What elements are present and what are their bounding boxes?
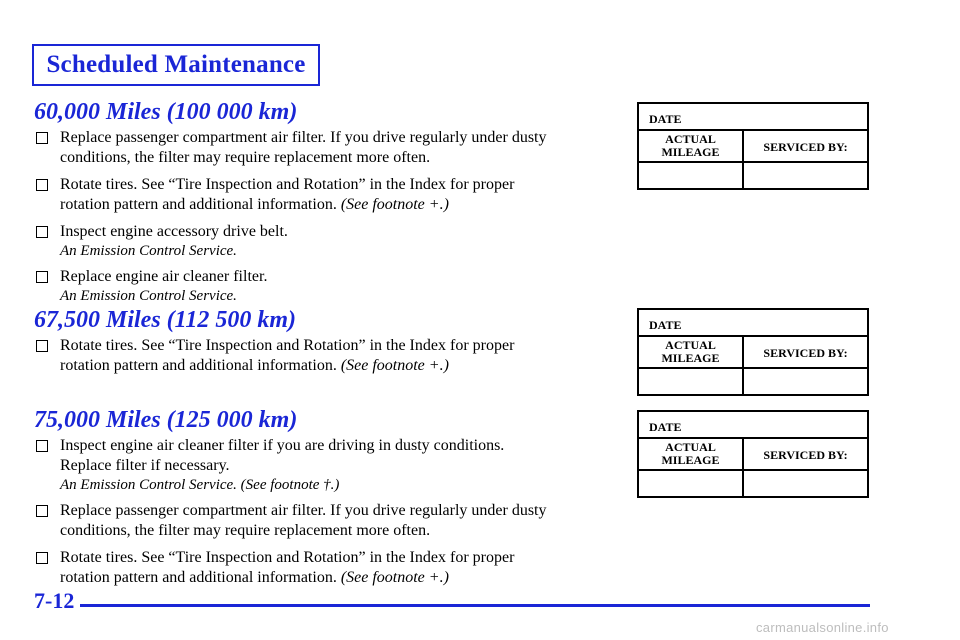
item-text: Replace passenger compartment air filter. If you drive regularly under dusty bbox=[60, 502, 547, 519]
checkbox[interactable] bbox=[36, 340, 48, 352]
serviced-by-label: SERVICED BY: bbox=[763, 346, 848, 360]
date-field[interactable] bbox=[639, 412, 867, 439]
checkbox[interactable] bbox=[36, 132, 48, 144]
record-header-row bbox=[639, 131, 867, 163]
item-text: Replace filter if necessary. bbox=[60, 457, 230, 474]
header-title: Scheduled Maintenance bbox=[46, 51, 306, 78]
footnote-ref: (See footnote +.) bbox=[340, 357, 449, 374]
date-label: DATE bbox=[649, 112, 682, 126]
item-text: rotation pattern and additional information. bbox=[60, 357, 337, 374]
checkbox[interactable] bbox=[36, 505, 48, 517]
footnote-ref: (See footnote +.) bbox=[340, 569, 449, 586]
item-text: Inspect engine air cleaner filter if you are driving in dusty conditions. bbox=[60, 437, 505, 454]
list-item bbox=[34, 128, 624, 168]
checkbox[interactable] bbox=[36, 440, 48, 452]
checkbox[interactable] bbox=[36, 552, 48, 564]
actual-mileage-label: ACTUAL MILEAGE bbox=[661, 132, 720, 159]
date-field[interactable] bbox=[639, 310, 867, 337]
header-box bbox=[32, 44, 320, 86]
item-text: Replace engine air cleaner filter. bbox=[60, 268, 268, 285]
item-text: Rotate tires. See “Tire Inspection and Rotation” in the Index for proper bbox=[60, 549, 515, 566]
serviced-by-label: SERVICED BY: bbox=[763, 140, 848, 154]
list-item bbox=[34, 548, 624, 588]
section-title: 75,000 Miles (125 000 km) bbox=[34, 407, 298, 433]
record-entry-row[interactable] bbox=[639, 163, 867, 188]
serviced-by-label: SERVICED BY: bbox=[763, 448, 848, 462]
record-entry-row[interactable] bbox=[639, 369, 867, 394]
emission-note: An Emission Control Service. bbox=[60, 288, 237, 304]
date-field[interactable] bbox=[639, 104, 867, 131]
item-text: conditions, the filter may require replacement more often. bbox=[60, 522, 431, 539]
list-item bbox=[34, 436, 624, 494]
item-text: Replace passenger compartment air filter. If you drive regularly under dusty bbox=[60, 129, 547, 146]
section-75000 bbox=[34, 406, 624, 595]
item-text: rotation pattern and additional information. bbox=[60, 569, 337, 586]
record-header-row bbox=[639, 337, 867, 369]
section-60000 bbox=[34, 98, 624, 312]
service-record-box-75000 bbox=[637, 410, 869, 498]
footnote-ref: (See footnote +.) bbox=[340, 196, 449, 213]
checkbox[interactable] bbox=[36, 226, 48, 238]
checkbox[interactable] bbox=[36, 179, 48, 191]
list-item bbox=[34, 336, 624, 376]
section-title: 60,000 Miles (100 000 km) bbox=[34, 99, 298, 125]
date-label: DATE bbox=[649, 318, 682, 332]
section-title: 67,500 Miles (112 500 km) bbox=[34, 307, 296, 333]
actual-mileage-label: ACTUAL MILEAGE bbox=[661, 440, 720, 467]
list-item bbox=[34, 175, 624, 215]
item-text: Inspect engine accessory drive belt. bbox=[60, 223, 288, 240]
page-number: 7-12 bbox=[34, 588, 75, 613]
emission-note: An Emission Control Service. (See footnote †.) bbox=[60, 477, 340, 493]
record-header-row bbox=[639, 439, 867, 471]
actual-mileage-label: ACTUAL MILEAGE bbox=[661, 338, 720, 365]
list-item bbox=[34, 267, 624, 305]
list-item bbox=[34, 501, 624, 541]
item-text: rotation pattern and additional information. bbox=[60, 196, 337, 213]
emission-note: An Emission Control Service. bbox=[60, 243, 237, 259]
footer-rule bbox=[80, 604, 870, 607]
item-text: Rotate tires. See “Tire Inspection and Rotation” in the Index for proper bbox=[60, 176, 515, 193]
section-67500 bbox=[34, 306, 624, 383]
service-record-box-67500 bbox=[637, 308, 869, 396]
date-label: DATE bbox=[649, 420, 682, 434]
item-text: Rotate tires. See “Tire Inspection and Rotation” in the Index for proper bbox=[60, 337, 515, 354]
watermark: carmanualsonline.info bbox=[756, 620, 889, 635]
item-text: conditions, the filter may require replacement more often. bbox=[60, 149, 431, 166]
record-entry-row[interactable] bbox=[639, 471, 867, 496]
list-item bbox=[34, 222, 624, 260]
checkbox[interactable] bbox=[36, 271, 48, 283]
service-record-box-60000 bbox=[637, 102, 869, 190]
